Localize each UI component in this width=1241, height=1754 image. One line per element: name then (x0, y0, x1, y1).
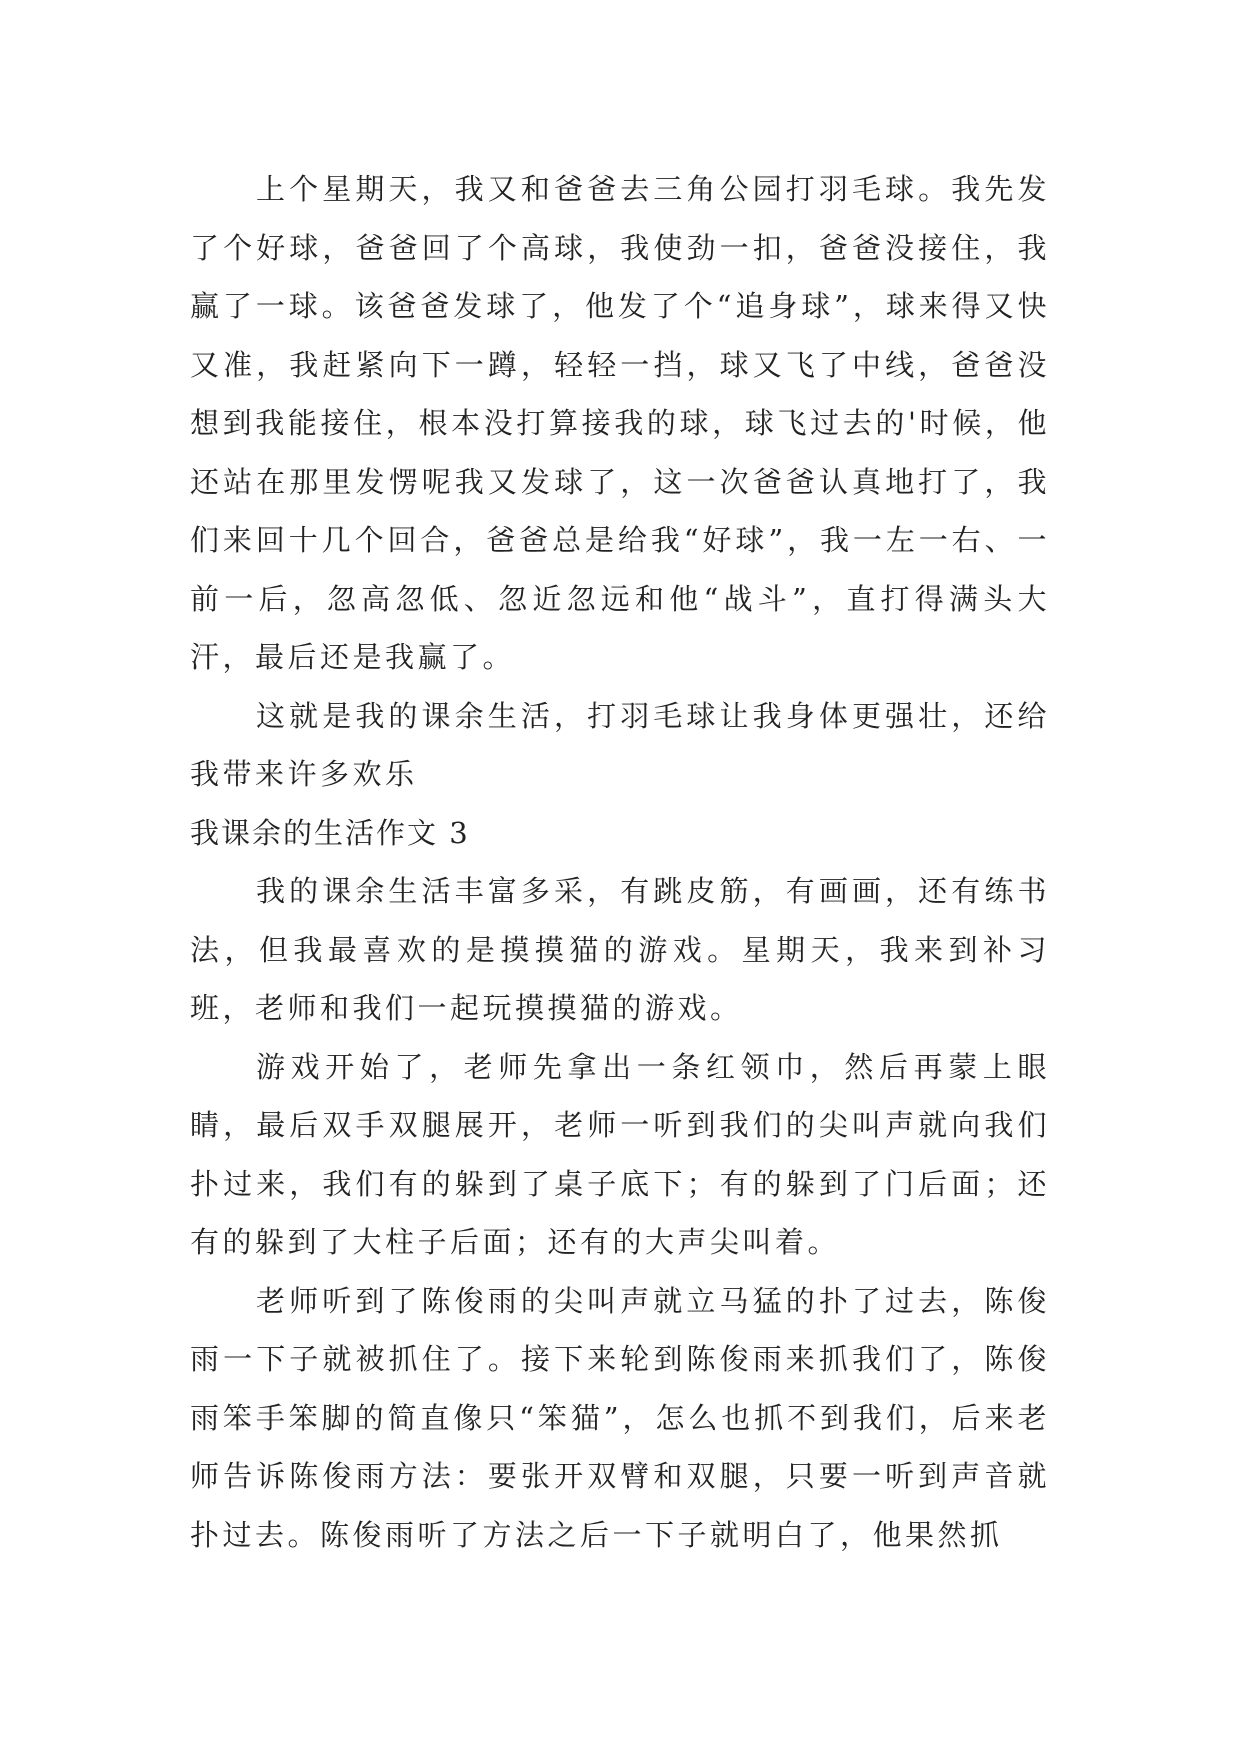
paragraph-game-continued: 老师听到了陈俊雨的尖叫声就立马猛的扑了过去，陈俊雨一下子就被抓住了。接下来轮到陈俊雨来抓我们了，陈俊雨笨手笨脚的简直像只“笨猫”，怎么也抓不到我们，后来老师告诉陈俊雨方法：要张开双臂和双腿，只要一听到声音就扑过去。陈俊雨听了方法之后一下子就明白了，他果然抓 (190, 1283, 1050, 1552)
section-title: 我课余的生活作文 3 (190, 815, 470, 850)
paragraph-badminton-story: 上个星期天，我又和爸爸去三角公园打羽毛球。我先发了个好球，爸爸回了个高球，我使劲一扣，爸爸没接住，我赢了一球。该爸爸发球了，他发了个“追身球”，球来得又快又准，我赶紧向下一蹲，轻轻一挡，球又飞了中线，爸爸没想到我能接住，根本没打算接我的球，球飞过去的'时候，他还站在那里发愣呢我又发球了，这一次爸爸认真地打了，我们来回十几个回合，爸爸总是给我“好球”，我一左一右、一前一后，忽高忽低、忽近忽远和他“战斗”，直打得满头大汗，最后还是我赢了。 (190, 172, 1050, 674)
paragraph-game-start: 游戏开始了，老师先拿出一条红领巾，然后再蒙上眼睛，最后双手双腿展开，老师一听到我们的尖叫声就向我们扑过来，我们有的躲到了桌子底下；有的躲到了门后面；还有的躲到了大柱子后面；还有的大声尖叫着。 (190, 1049, 1050, 1259)
document-body (190, 160, 1050, 1564)
paragraph-hobbies-intro: 我的课余生活丰富多采，有跳皮筋，有画画，还有练书法，但我最喜欢的是摸摸猫的游戏。星期天，我来到补习班，老师和我们一起玩摸摸猫的游戏。 (190, 874, 1050, 1025)
paragraph-badminton-conclusion: 这就是我的课余生活，打羽毛球让我身体更强壮，还给我带来许多欢乐 (190, 698, 1050, 791)
